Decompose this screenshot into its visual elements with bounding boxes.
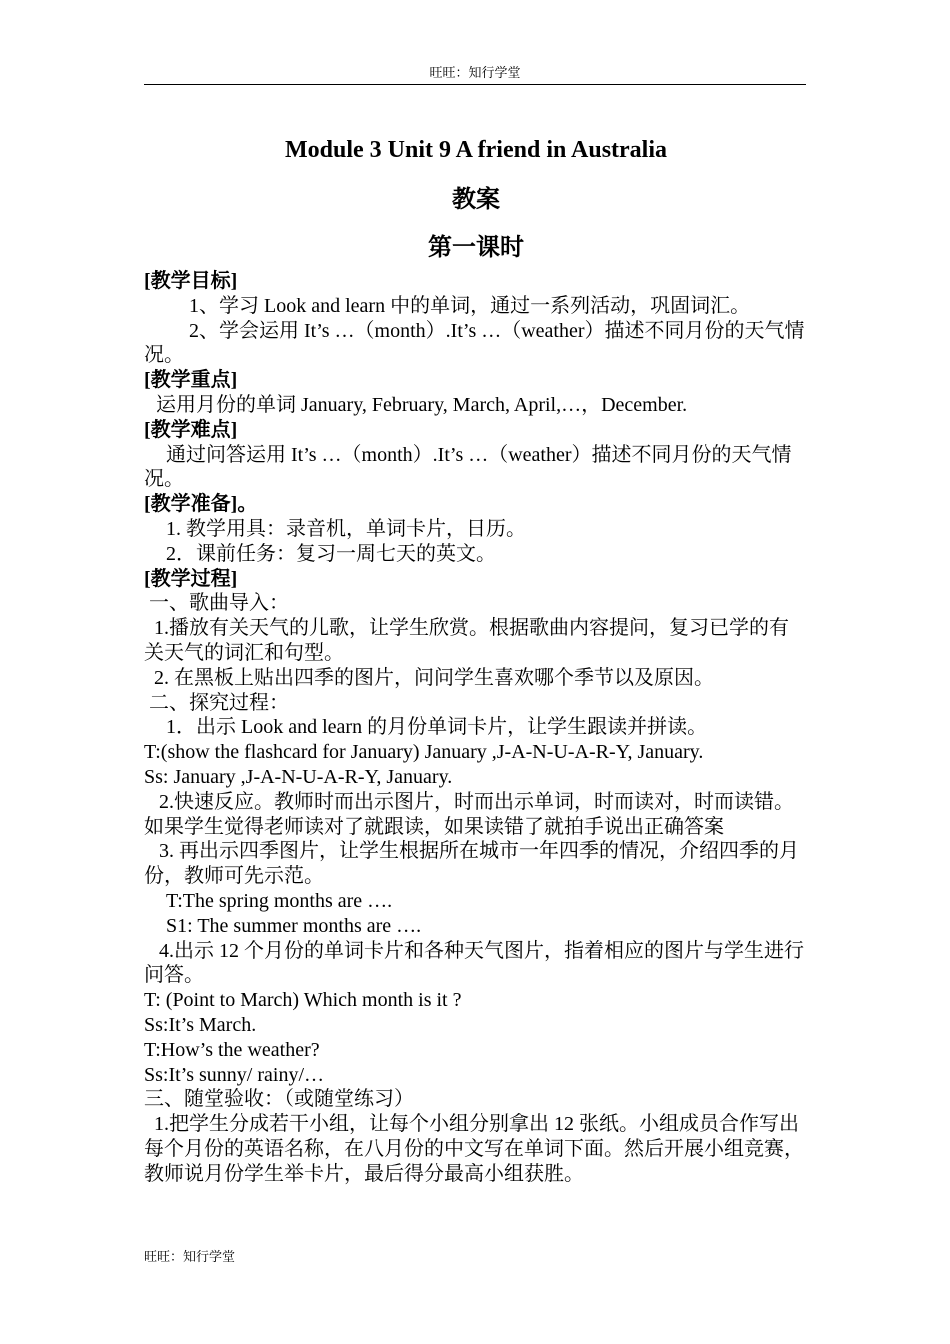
- dialog-line: T:The spring months are ….: [166, 889, 393, 912]
- dialog-line: T:(show the flashcard for January) January ,J-A-N-U-A-R-Y, January.: [144, 741, 704, 764]
- objective-item: 1、学习 Look and learn 中的单词，通过一系列活动，巩固词汇。: [189, 294, 751, 317]
- dialog-line: Ss:It’s sunny/ rainy/…: [144, 1063, 325, 1086]
- document-body: [144, 130, 808, 1186]
- difficulties-heading: [教学难点]: [144, 418, 238, 441]
- process-part2-step: 4.出示 12 个月份的单词卡片和各种天气图片，指着相应的图片与学生进行问答。: [144, 939, 804, 987]
- document-subtitle: 教案: [452, 187, 500, 213]
- process-heading: [教学过程]: [144, 567, 238, 590]
- difficulties-text: 通过问答运用 It’s …（month）.It’s …（weather）描述不同月份的天气情况。: [144, 443, 792, 491]
- key-points-heading: [教学重点]: [144, 369, 238, 392]
- process-part2-title: 二、探究过程：: [149, 691, 289, 714]
- objectives-heading: [教学目标]: [144, 270, 238, 292]
- dialog-line: T:How’s the weather?: [144, 1038, 320, 1061]
- process-part3-step: 1.把学生分成若干小组，让每个小组分别拿出 12 张纸。小组成员合作写出每个月份的英语名称，在八月份的中文写在单词下面。然后开展小组竞赛，教师说月份学生举卡片，最后得分最高小组获胜。: [144, 1113, 804, 1185]
- process-part3-title: 三、随堂验收：（或随堂练习）: [144, 1088, 414, 1111]
- header-divider: [144, 84, 806, 85]
- objective-item: 2、学会运用 It’s …（month）.It’s …（weather）描述不同月份的天气情况。: [144, 319, 805, 367]
- preparation-heading: [教学准备]。: [144, 493, 258, 516]
- dialog-line: T: (Point to March) Which month is it ?: [144, 989, 462, 1012]
- page-header: 旺旺：知行学堂: [429, 65, 521, 80]
- dialog-line: Ss:It’s March.: [144, 1013, 257, 1036]
- document-title: Module 3 Unit 9 A friend in Australia: [284, 137, 668, 163]
- process-part2-step: 1．出示 Look and learn 的月份单词卡片，让学生跟读并拼读。: [166, 716, 708, 739]
- process-part1-item: 2. 在黑板上贴出四季的图片，问问学生喜欢哪个季节以及原因。: [154, 666, 714, 689]
- process-part2-step: 3. 再出示四季图片，让学生根据所在城市一年四季的情况，介绍四季的月份，教师可先示范。: [144, 840, 799, 888]
- preparation-item: 1. 教学用具：录音机，单词卡片，日历。: [166, 517, 526, 540]
- dialog-line: Ss: January ,J-A-N-U-A-R-Y, January.: [144, 765, 453, 788]
- lesson-plan: [144, 269, 808, 1186]
- page-footer: 旺旺：知行学堂: [144, 1249, 236, 1264]
- process-part2-step: 2.快速反应。教师时而出示图片，时而出示单词，时而读对，时而读错。如果学生觉得老师读对了就跟读，如果读错了就拍手说出正确答案: [144, 790, 794, 838]
- preparation-item: 2．课前任务：复习一周七天的英文。: [166, 542, 496, 565]
- dialog-line: S1: The summer months are ….: [166, 914, 422, 937]
- process-part1-item: 1.播放有关天气的儿歌，让学生欣赏。根据歌曲内容提问，复习已学的有关天气的词汇和句型。: [144, 617, 789, 664]
- key-points-text: 运用月份的单词 January, February, March, April,…，December.: [156, 393, 688, 416]
- process-part1-title: 一、歌曲导入：: [149, 592, 289, 615]
- lesson-title: 第一课时: [428, 235, 524, 261]
